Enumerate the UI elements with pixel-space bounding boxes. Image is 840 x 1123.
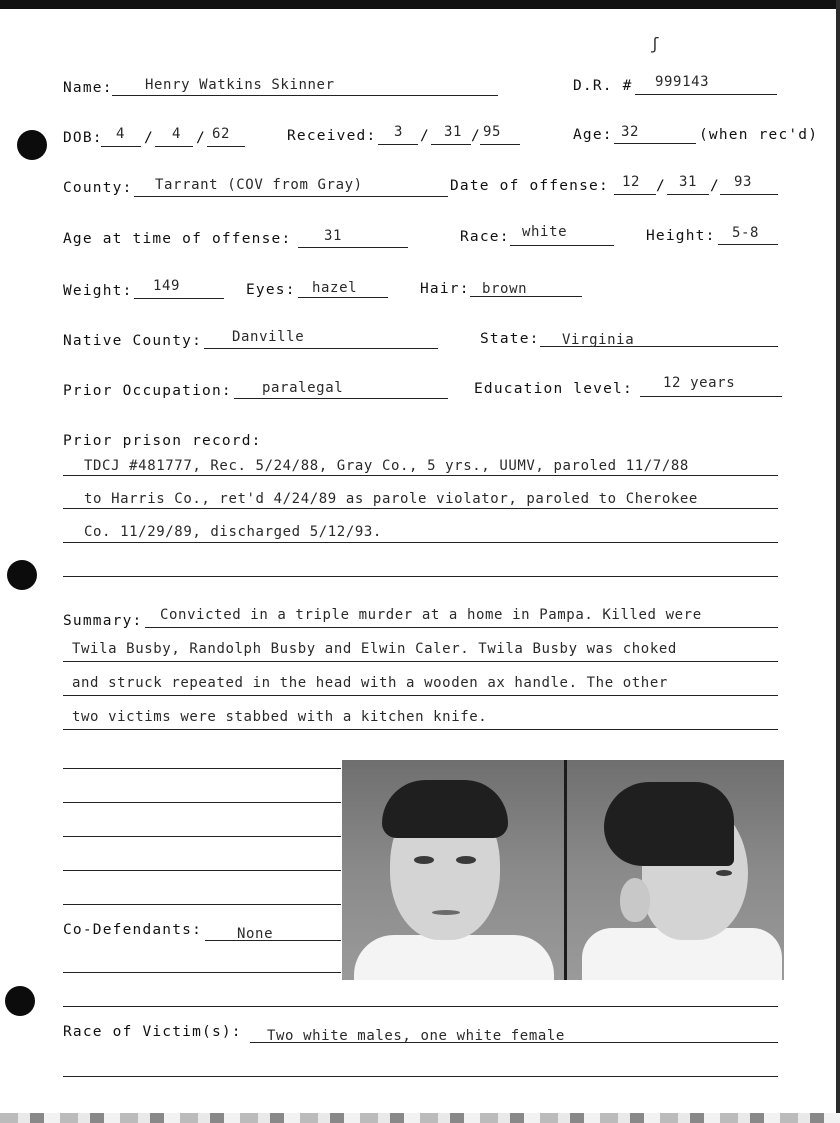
state-value: Virginia: [562, 332, 635, 348]
blank-line-2: [63, 802, 341, 803]
dob-month: 4: [116, 126, 126, 142]
race-underline: [510, 245, 614, 246]
offense-year-line: [720, 194, 778, 195]
received-year-line: [480, 144, 520, 145]
name-label: Name:: [63, 80, 113, 96]
front-left-eye: [414, 856, 434, 864]
prior-record-line-3: [63, 542, 778, 543]
offense-month-line: [614, 194, 656, 195]
summary-text-2: Twila Busby, Randolph Busby and Elwin Caler. Twila Busby was choked: [72, 641, 677, 657]
education-underline: [640, 396, 782, 397]
native-county-value: Danville: [232, 329, 305, 345]
age-underline: [614, 143, 696, 144]
header-mark: ʃ: [650, 34, 661, 53]
front-hair: [382, 780, 508, 838]
summary-label: Summary:: [63, 613, 143, 629]
scan-bottom-strip: [0, 1113, 840, 1123]
dob-year-line: [207, 146, 245, 147]
eyes-label: Eyes:: [246, 282, 296, 298]
front-mouth: [432, 910, 460, 915]
dob-sep-1: /: [144, 130, 154, 146]
blank-line-4: [63, 870, 341, 871]
scan-top-border: [0, 0, 840, 9]
height-underline: [718, 244, 778, 245]
dr-label: D.R. #: [573, 78, 633, 94]
height-value: 5-8: [732, 225, 760, 241]
co-defendants-label: Co-Defendants:: [63, 922, 203, 938]
race-of-victims-value: Two white males, one white female: [267, 1028, 565, 1044]
native-county-underline: [204, 348, 438, 349]
dob-year: 62: [212, 126, 231, 142]
summary-text-3: and struck repeated in the head with a wooden ax handle. The other: [72, 675, 668, 691]
dob-day: 4: [172, 126, 182, 142]
eyes-value: hazel: [312, 280, 358, 296]
front-shirt: [354, 935, 554, 980]
blank-line-3: [63, 836, 341, 837]
height-label: Height:: [646, 228, 716, 244]
dob-month-line: [101, 146, 141, 147]
profile-ear: [620, 878, 650, 922]
blank-line-1: [63, 768, 341, 769]
prior-record-text-2: to Harris Co., ret'd 4/24/89 as parole violator, paroled to Cherokee: [84, 491, 698, 507]
county-value: Tarrant (COV from Gray): [155, 177, 363, 193]
dob-sep-2: /: [196, 130, 206, 146]
dob-label: DOB:: [63, 130, 103, 146]
age-at-offense-underline: [298, 247, 408, 248]
summary-text-4: two victims were stabbed with a kitchen knife.: [72, 709, 488, 725]
punch-hole-middle: [7, 560, 37, 590]
blank-line-8: [63, 1076, 778, 1077]
summary-line-3: [63, 695, 778, 696]
county-label: County:: [63, 180, 133, 196]
offense-day: 31: [679, 174, 698, 190]
prior-record-text-3: Co. 11/29/89, discharged 5/12/93.: [84, 524, 382, 540]
received-day: 31: [444, 124, 463, 140]
received-sep-2: /: [471, 128, 481, 144]
profile-eye: [716, 870, 732, 876]
offense-sep-2: /: [710, 178, 720, 194]
county-underline: [134, 196, 448, 197]
weight-value: 149: [153, 278, 181, 294]
received-day-line: [431, 144, 471, 145]
dr-value: 999143: [655, 74, 710, 90]
age-at-offense-label: Age at time of offense:: [63, 231, 292, 247]
weight-label: Weight:: [63, 283, 133, 299]
state-label: State:: [480, 331, 540, 347]
hair-value: brown: [482, 281, 528, 297]
summary-line-2: [63, 661, 778, 662]
age-value: 32: [621, 124, 640, 140]
received-month-line: [378, 144, 418, 145]
punch-hole-bottom: [5, 986, 35, 1016]
name-value: Henry Watkins Skinner: [145, 77, 335, 93]
offense-year: 93: [734, 174, 753, 190]
front-right-eye: [456, 856, 476, 864]
prior-occupation-underline: [234, 398, 448, 399]
profile-hair: [604, 782, 734, 866]
hair-label: Hair:: [420, 281, 470, 297]
race-label: Race:: [460, 229, 510, 245]
age-at-offense-value: 31: [324, 228, 343, 244]
age-label: Age:: [573, 127, 613, 143]
punch-hole-top: [17, 130, 47, 160]
prior-occupation-label: Prior Occupation:: [63, 383, 232, 399]
received-label: Received:: [287, 128, 377, 144]
age-suffix: (when rec'd): [699, 127, 819, 143]
summary-line-4: [63, 729, 778, 730]
race-value: white: [522, 224, 568, 240]
date-of-offense-label: Date of offense:: [450, 178, 609, 194]
prior-record-label: Prior prison record:: [63, 433, 262, 449]
received-year: 95: [483, 124, 502, 140]
blank-line-5: [63, 904, 341, 905]
education-value: 12 years: [663, 375, 736, 391]
race-of-victims-label: Race of Victim(s):: [63, 1024, 242, 1040]
dob-day-line: [155, 146, 193, 147]
co-defendants-value: None: [237, 926, 274, 942]
eyes-underline: [298, 297, 388, 298]
received-month: 3: [394, 124, 404, 140]
name-underline: [112, 95, 498, 96]
prior-record-text-1: TDCJ #481777, Rec. 5/24/88, Gray Co., 5 yrs., UUMV, paroled 11/7/88: [84, 458, 689, 474]
scan-right-border: [836, 0, 840, 1123]
weight-underline: [134, 298, 224, 299]
summary-text-1: Convicted in a triple murder at a home in Pampa. Killed were: [160, 607, 702, 623]
native-county-label: Native County:: [63, 333, 203, 349]
prior-record-line-1: [63, 475, 778, 476]
dr-underline: [635, 94, 777, 95]
summary-line-1: [145, 627, 778, 628]
mugshot-photo: [342, 760, 784, 980]
prior-occupation-value: paralegal: [262, 380, 344, 396]
offense-month: 12: [622, 174, 641, 190]
offense-sep-1: /: [656, 178, 666, 194]
blank-line-6: [63, 972, 341, 973]
prior-record-line-2: [63, 508, 778, 509]
offense-day-line: [667, 194, 709, 195]
received-sep-1: /: [420, 128, 430, 144]
blank-line-7: [63, 1006, 778, 1007]
education-label: Education level:: [474, 381, 633, 397]
photo-divider: [564, 760, 567, 980]
prior-record-line-4: [63, 576, 778, 577]
